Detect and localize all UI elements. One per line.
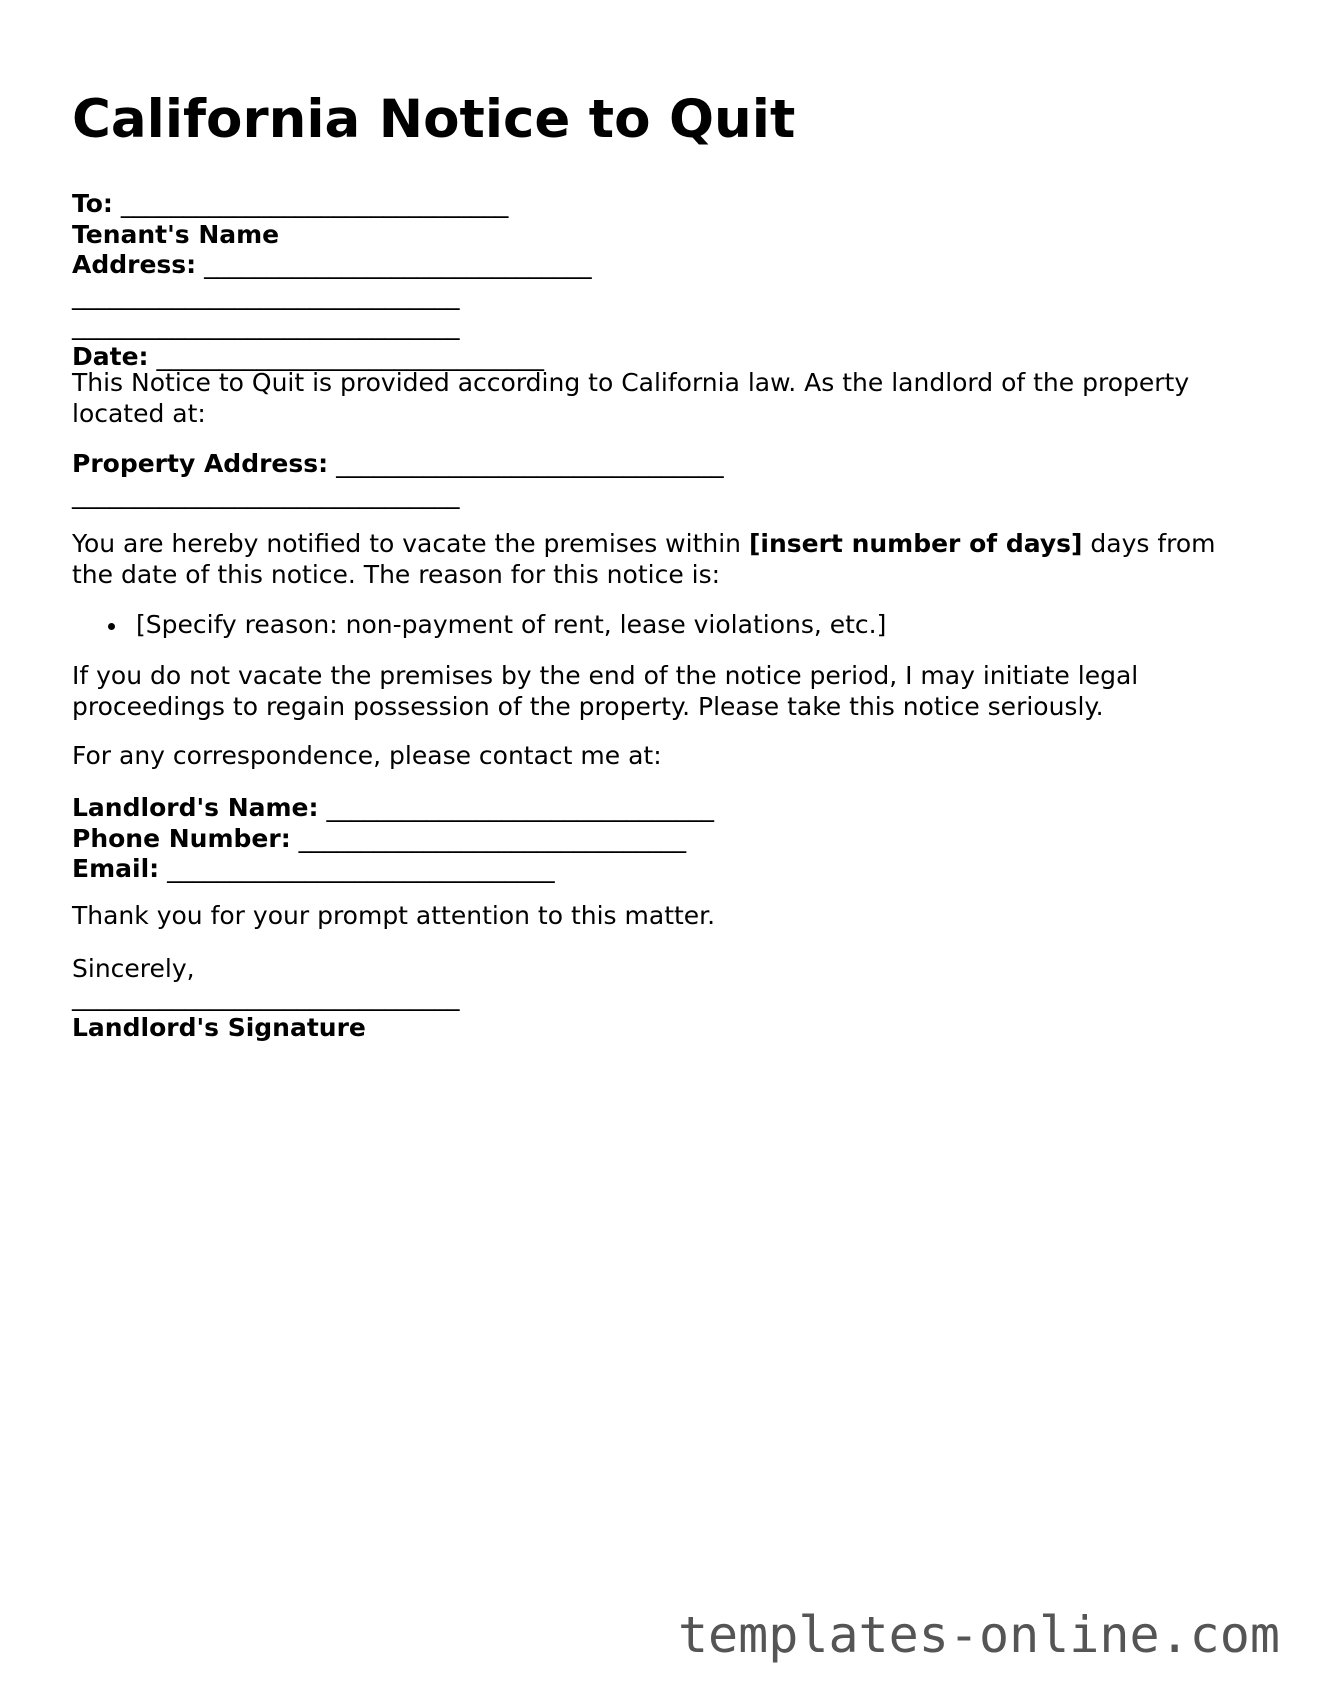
recipient-block <box>72 189 1252 372</box>
address-blank: _______________________________ <box>204 250 592 279</box>
to-blank: _______________________________ <box>120 189 509 218</box>
landlord-name-label: Landlord's Name: <box>72 793 319 822</box>
reasons-list <box>72 610 1252 641</box>
email-line <box>72 854 1252 885</box>
phone-line <box>72 824 1252 855</box>
property-address-label: Property Address: <box>72 449 329 478</box>
to-line <box>72 189 1252 220</box>
email-blank: _______________________________ <box>167 854 555 883</box>
to-label: To: <box>72 189 113 218</box>
tenant-name-label: Tenant's Name <box>72 219 280 249</box>
warning-paragraph: If you do not vacate the premises by the end of the notice period, I may initiate legal proceedings to regain possession of the property. Please take this notice seriously. <box>72 661 1139 721</box>
address-blank-line-3: _______________________________ <box>72 311 460 340</box>
contact-intro: For any correspondence, please contact me at: <box>72 741 662 770</box>
notice-suffix: days from the date of this notice. The reason for this notice is: <box>72 529 1216 589</box>
list-item <box>72 610 1252 641</box>
phone-blank: _______________________________ <box>298 823 687 853</box>
contact-block <box>72 793 1252 885</box>
property-address-line <box>72 449 1252 480</box>
property-address-block <box>72 449 1252 510</box>
date-label: Date: <box>72 341 149 371</box>
landlord-name-line <box>72 793 1252 824</box>
thanks-paragraph: Thank you for your prompt attention to this matter. <box>72 901 716 930</box>
intro-paragraph: This Notice to Quit is provided according to California law. As the landlord of the property located at: <box>72 368 1190 428</box>
address-line <box>72 250 1252 281</box>
signature-blank: _______________________________ <box>72 982 460 1011</box>
bullet-icon <box>108 623 115 630</box>
date-blank: _______________________________ <box>156 341 544 371</box>
address-blank-line-2: _______________________________ <box>72 280 460 310</box>
document-title: California Notice to Quit <box>72 89 796 150</box>
address-label: Address: <box>72 250 197 279</box>
notice-prefix: You are hereby notified to vacate the premises within <box>72 529 749 558</box>
watermark-text: templates-online.com <box>677 1606 1280 1664</box>
property-address-blank-line-2: _______________________________ <box>72 479 460 509</box>
phone-label: Phone Number: <box>72 823 291 853</box>
email-label: Email: <box>72 854 160 883</box>
signature-block <box>72 982 1252 1043</box>
reason-text: [Specify reason: non-payment of rent, lease violations, etc.] <box>136 610 887 639</box>
closing-text: Sincerely, <box>72 954 195 983</box>
notice-paragraph <box>72 529 1252 590</box>
days-placeholder: [insert number of days] <box>748 529 1083 558</box>
landlord-name-blank: _______________________________ <box>326 793 714 822</box>
signature-label: Landlord's Signature <box>72 1012 366 1042</box>
property-address-blank: _______________________________ <box>336 449 724 478</box>
